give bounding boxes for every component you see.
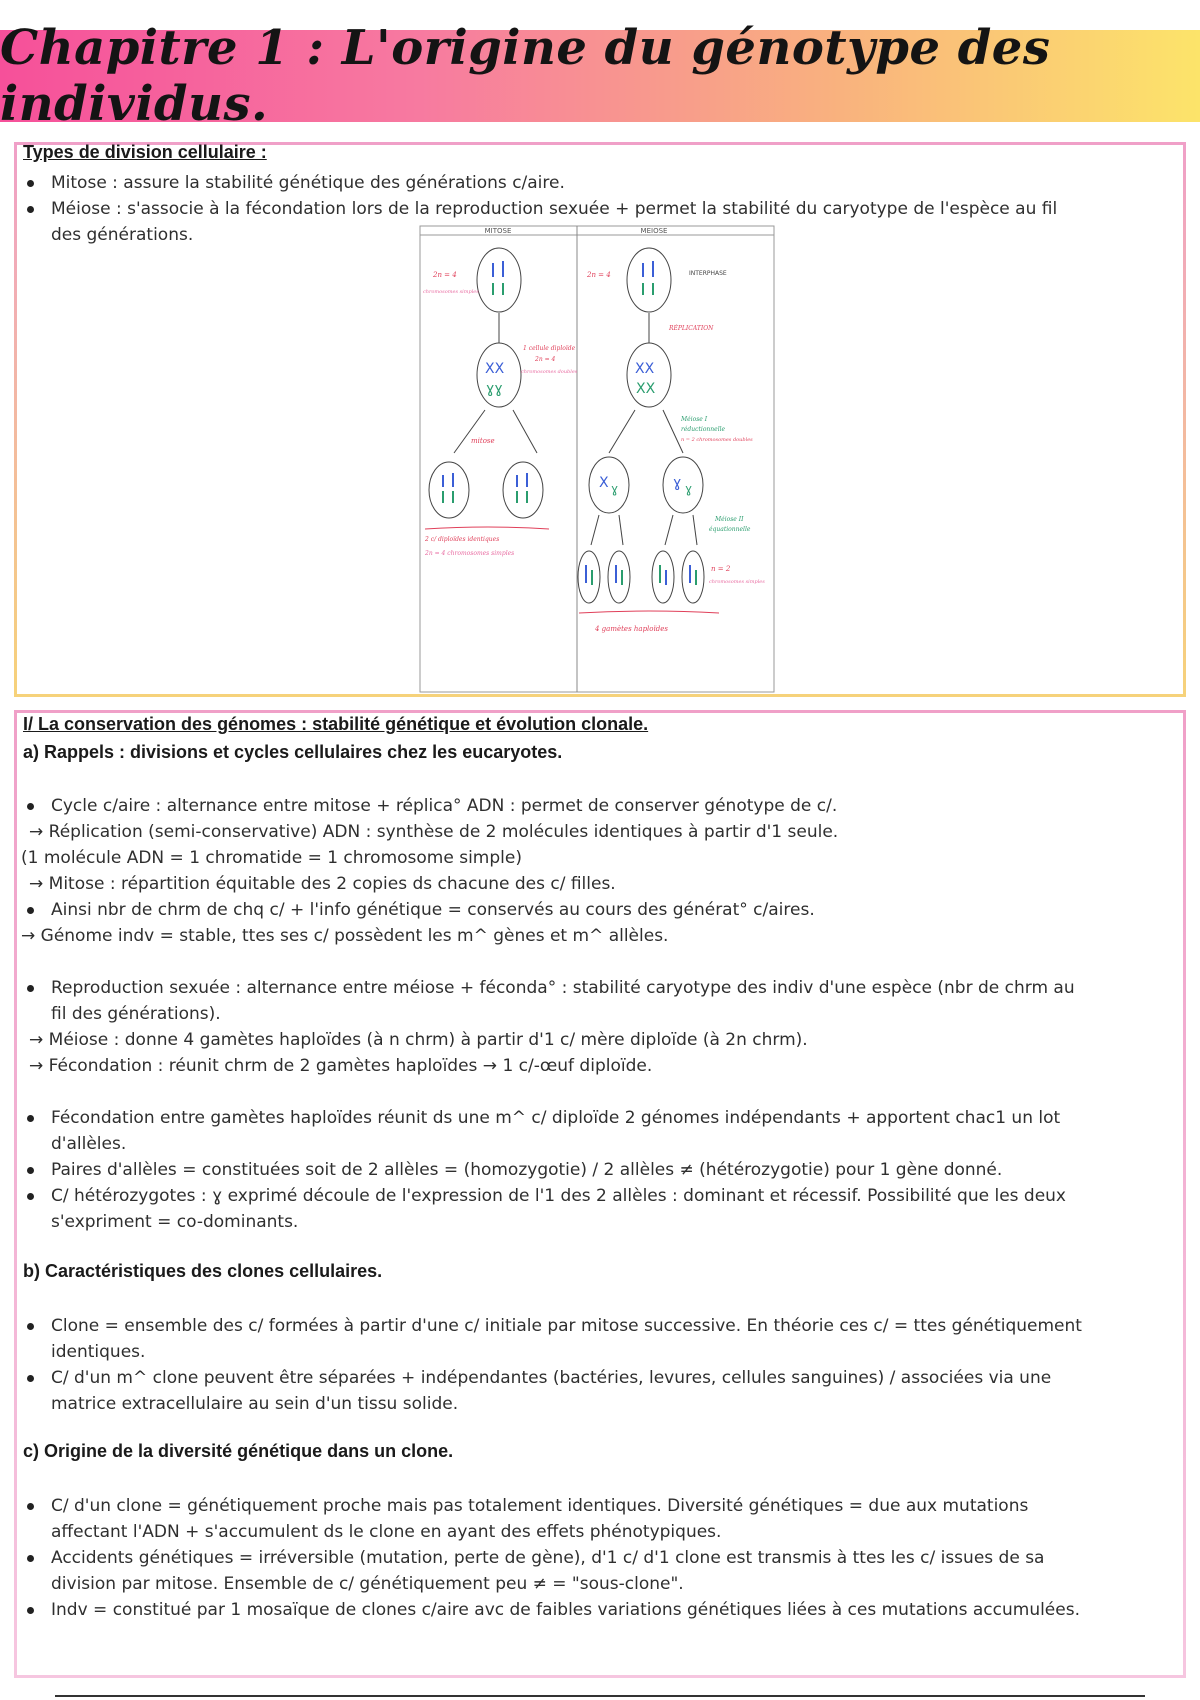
- label-r2: RÉPLICATION: [669, 325, 714, 332]
- division-diagram: [419, 225, 775, 693]
- label-l7: 2 c/ diploïdes identiques: [425, 536, 500, 543]
- label-l8: 2n = 4 chromosomes simples: [425, 550, 515, 557]
- division-types-box: [14, 142, 1186, 697]
- c-line-4: division par mitose. Ensemble de c/ génétiquement peu ≠ = "sous-clone".: [51, 1574, 684, 1594]
- svg-text:XX: XX: [635, 361, 655, 377]
- c-line-5: Indv = constitué par 1 mosaïque de clones c/aire avc de faibles variations génétiques liées à ces mutations accumulées.: [51, 1597, 1080, 1623]
- label-r10: 4 gamètes haploïdes: [595, 625, 668, 633]
- label-r1: INTERPHASE: [689, 270, 727, 277]
- b-line-3: C/ d'un m^ clone peuvent être séparées + indépendantes (bactéries, levures, cellules sanguines) / associées via une: [51, 1365, 1051, 1391]
- col-mitose: MITOSE: [484, 227, 512, 235]
- label-l6: mitose: [471, 437, 495, 445]
- c-line-1: C/ d'un clone = génétiquement proche mais pas totalement identiques. Diversité génétiques = due aux mutations: [51, 1493, 1028, 1519]
- a-line-10: → Fécondation : réunit chrm de 2 gamètes haploïdes → 1 c/-œuf diploïde.: [29, 1056, 653, 1076]
- title-banner: [0, 20, 1200, 132]
- types-item-mitose: Mitose : assure la stabilité génétique des générations c/aire.: [51, 170, 565, 196]
- label-l4: 2n = 4: [535, 356, 556, 363]
- svg-text:X: X: [599, 475, 609, 491]
- svg-text:ɣ: ɣ: [685, 482, 693, 496]
- c-line-2: affectant l'ADN + s'accumulent ds le clone en ayant des effets phénotypiques.: [51, 1522, 722, 1542]
- a-line-6: → Génome indv = stable, ttes ses c/ possèdent les m^ gènes et m^ allèles.: [21, 926, 669, 946]
- a-line-15: s'expriment = co-dominants.: [51, 1212, 299, 1232]
- b-line-1: Clone = ensemble des c/ formées à partir d'une c/ initiale par mitose successive. En théorie ces c/ = ttes génétiquement: [51, 1313, 1082, 1339]
- types-item-meiose: Méiose : s'associe à la fécondation lors de la reproduction sexuée + permet la stabilité du caryotype de l'espèce au fil: [51, 196, 1057, 222]
- col-meiose: MEIOSE: [640, 227, 668, 235]
- section1-heading: I/ La conservation des génomes : stabilité génétique et évolution clonale.: [23, 714, 649, 734]
- label-l1: 2n = 4: [433, 271, 457, 279]
- a-line-7: Reproduction sexuée : alternance entre méiose + féconda° : stabilité caryotype des indiv d'une espèce (nbr de chrm au: [51, 975, 1075, 1001]
- label-r4: réductionnelle: [681, 426, 726, 433]
- page-title: Chapitre 1 : L'origine du génotype des individus.: [0, 20, 1051, 132]
- section1a-heading: a) Rappels : divisions et cycles cellulaires chez les eucaryotes.: [23, 742, 563, 762]
- label-r3: Méiose I: [681, 416, 708, 423]
- label-r9: chromosomes simples: [709, 579, 765, 585]
- a-line-5: Ainsi nbr de chrm de chq c/ + l'info génétique = conservés au cours des générat° c/aires.: [51, 897, 815, 923]
- bottom-divider: [55, 1695, 1145, 1697]
- svg-text:XX: XX: [485, 361, 505, 377]
- a-line-4: → Mitose : répartition équitable des 2 copies ds chacune des c/ filles.: [29, 874, 616, 894]
- svg-text:ɣɣ: ɣɣ: [486, 381, 503, 397]
- label-l5: chromosomes doubles: [521, 369, 578, 375]
- types-item-meiose-cont: des générations.: [51, 225, 194, 245]
- section1-box: [14, 710, 1186, 1678]
- a-line-9: → Méiose : donne 4 gamètes haploïdes (à n chrm) à partir d'1 c/ mère diploïde (à 2n chrm).: [29, 1030, 808, 1050]
- a-line-11: Fécondation entre gamètes haploïdes réunit ds une m^ c/ diploïde 2 génomes indépendants + apportent chac1 un lot: [51, 1105, 1060, 1131]
- a-line-3: (1 molécule ADN = 1 chromatide = 1 chromosome simple): [21, 848, 522, 868]
- section1b-heading: b) Caractéristiques des clones cellulaires.: [23, 1261, 383, 1281]
- a-line-13: Paires d'allèles = constituées soit de 2 allèles = (homozygotie) / 2 allèles ≠ (hétérozygotie) pour 1 gène donné.: [51, 1157, 1002, 1183]
- section1c-heading: c) Origine de la diversité génétique dans un clone.: [23, 1441, 454, 1461]
- label-r6: Méiose II: [715, 516, 744, 523]
- a-line-2: → Réplication (semi-conservative) ADN : synthèse de 2 molécules identiques à partir d'1 seule.: [29, 822, 839, 842]
- svg-text:2n = 4: 2n = 4: [587, 271, 611, 279]
- svg-text:ɣ: ɣ: [673, 475, 682, 491]
- label-r7: équationnelle: [709, 526, 751, 533]
- c-line-3: Accidents génétiques = irréversible (mutation, perte de gène), d'1 c/ d'1 clone est transmis à ttes les c/ issues de sa: [51, 1545, 1044, 1571]
- label-l3: 1 cellule diploïde: [523, 345, 576, 352]
- a-line-8: fil des générations).: [51, 1004, 221, 1024]
- types-heading: Types de division cellulaire :: [23, 142, 267, 162]
- a-line-14: C/ hétérozygotes : ɣ exprimé découle de l'expression de l'1 des 2 allèles : dominant et récessif. Possibilité que les deux: [51, 1183, 1066, 1209]
- b-line-2: identiques.: [51, 1342, 146, 1362]
- label-l2: chromosomes simples: [423, 289, 479, 295]
- label-r8: n = 2: [711, 565, 731, 573]
- label-r5: n = 2 chromosomes doubles: [681, 437, 753, 443]
- a-line-12: d'allèles.: [51, 1134, 127, 1154]
- svg-text:XX: XX: [636, 381, 656, 397]
- a-line-1: Cycle c/aire : alternance entre mitose + réplica° ADN : permet de conserver génotype de c/.: [51, 793, 837, 819]
- b-line-4: matrice extracellulaire au sein d'un tissu solide.: [51, 1394, 459, 1414]
- svg-text:ɣ: ɣ: [611, 482, 619, 496]
